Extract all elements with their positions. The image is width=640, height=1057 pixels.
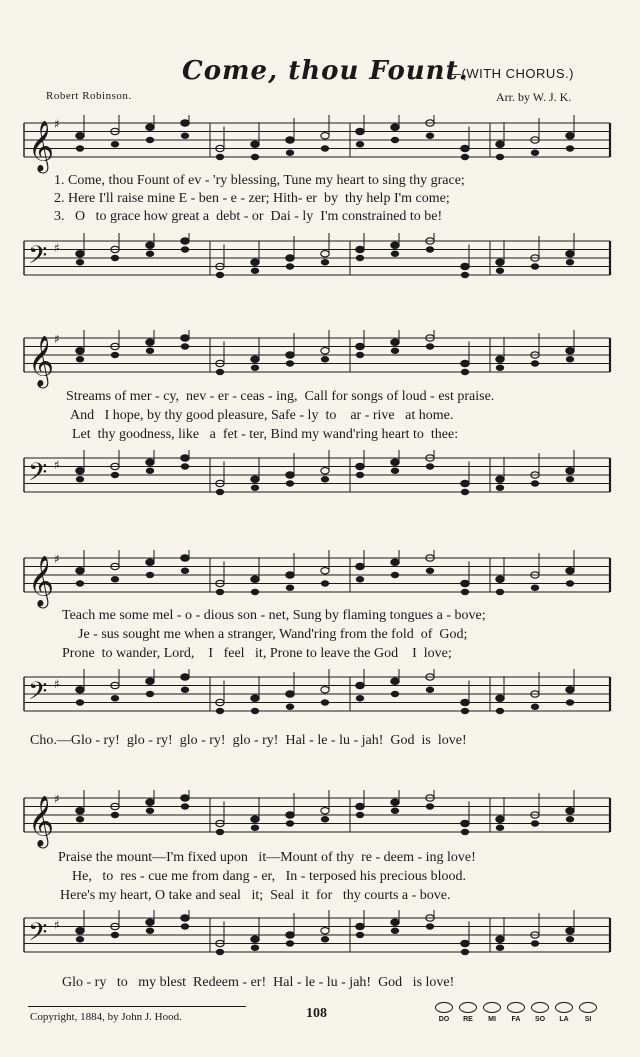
treble-staff-1 xyxy=(0,115,640,175)
svg-text:♯: ♯ xyxy=(54,332,60,347)
bass-staff-3 xyxy=(0,669,640,729)
page-number: 108 xyxy=(306,1006,327,1021)
bass-staff-4 xyxy=(0,910,640,970)
verse-1-line-1: 1. Come, thou Fount of ev - 'ry blessing, Tune my heart to sing thy grace; xyxy=(54,173,465,188)
svg-text:♯: ♯ xyxy=(54,117,60,132)
title-row xyxy=(0,56,640,90)
svg-text:♯: ♯ xyxy=(54,458,60,473)
svg-text:♯: ♯ xyxy=(54,677,60,692)
svg-text:♯: ♯ xyxy=(54,241,60,256)
verse-2-line-3: Je - sus sought me when a stranger, Wand'ring from the fold of God; xyxy=(78,627,468,642)
hymn-title: Come, thou Fount. xyxy=(182,56,469,86)
verse-3-line-3: Prone to wander, Lord, I feel it, Prone to leave the God I love; xyxy=(62,646,452,661)
music-system-3 xyxy=(0,545,640,755)
svg-text:𝄢: 𝄢 xyxy=(28,241,48,277)
solfa-fa: FA xyxy=(506,1002,526,1023)
arranger-credit: Arr. by W. J. K. xyxy=(496,90,572,104)
verse-2-line-2: And I hope, by thy good pleasure, Safe - ly to ar - rive at home. xyxy=(70,408,454,423)
svg-text:♯: ♯ xyxy=(54,552,60,567)
footer-rule xyxy=(28,1006,246,1007)
music-system-1 xyxy=(0,105,640,295)
svg-text:𝄢: 𝄢 xyxy=(28,918,48,954)
svg-text:𝄞: 𝄞 xyxy=(28,120,55,172)
hymn-subtitle: —(WITH CHORUS.) xyxy=(448,66,574,81)
verse-3-line-4: Here's my heart, O take and seal it; Seal it for thy courts a - bove. xyxy=(60,888,451,903)
solfa-mi: MI xyxy=(482,1002,502,1023)
verse-1-line-4: Praise the mount—I'm fixed upon it—Mount of thy re - deem - ing love! xyxy=(58,850,476,865)
solfa-la: LA xyxy=(554,1002,574,1023)
solfa-so: SO xyxy=(530,1002,550,1023)
chorus-line-2: Glo - ry to my blest Redeem - er! Hal - le - lu - jah! God is love! xyxy=(62,975,455,990)
svg-text:♯: ♯ xyxy=(54,918,60,933)
verse-2-line-4: He, to res - cue me from dang - er, In - terposed his precious blood. xyxy=(72,869,467,884)
svg-text:𝄞: 𝄞 xyxy=(28,795,55,847)
verse-1-line-3: Teach me some mel - o - dious son - net, Sung by flaming tongues a - bove; xyxy=(62,608,486,623)
bass-staff-2 xyxy=(0,450,640,510)
svg-text:𝄞: 𝄞 xyxy=(28,335,55,387)
treble-staff-2 xyxy=(0,330,640,390)
solfa-si: SI xyxy=(578,1002,598,1023)
svg-text:𝄞: 𝄞 xyxy=(28,555,55,607)
chorus-line-1: Cho.—Glo - ry! glo - ry! glo - ry! glo - ry! Hal - le - lu - jah! God is love! xyxy=(30,733,467,748)
copyright-notice: Copyright, 1884, by John J. Hood. xyxy=(30,1011,182,1023)
solfa-legend xyxy=(434,1002,604,1028)
verse-3-line-2: Let thy goodness, like a fet - ter, Bind my wand'ring heart to thee: xyxy=(72,427,459,442)
svg-text:𝄢: 𝄢 xyxy=(28,458,48,494)
verse-3-line-1: 3. O to grace how great a debt - or Dai - ly I'm constrained to be! xyxy=(54,209,443,224)
verse-1-line-2: Streams of mer - cy, nev - er - ceas - ing, Call for songs of loud - est praise. xyxy=(66,389,495,404)
solfa-do: DO xyxy=(434,1002,454,1023)
svg-text:♯: ♯ xyxy=(54,792,60,807)
svg-text:𝄢: 𝄢 xyxy=(28,677,48,713)
music-system-4 xyxy=(0,785,640,1000)
verse-2-line-1: 2. Here I'll raise mine E - ben - e - zer; Hith- er by thy help I'm come; xyxy=(54,191,450,206)
treble-staff-4 xyxy=(0,790,640,850)
treble-staff-3 xyxy=(0,550,640,610)
bass-staff-1 xyxy=(0,233,640,293)
author-credit: Robert Robinson. xyxy=(46,90,132,102)
solfa-re: RE xyxy=(458,1002,478,1023)
music-system-2 xyxy=(0,325,640,515)
